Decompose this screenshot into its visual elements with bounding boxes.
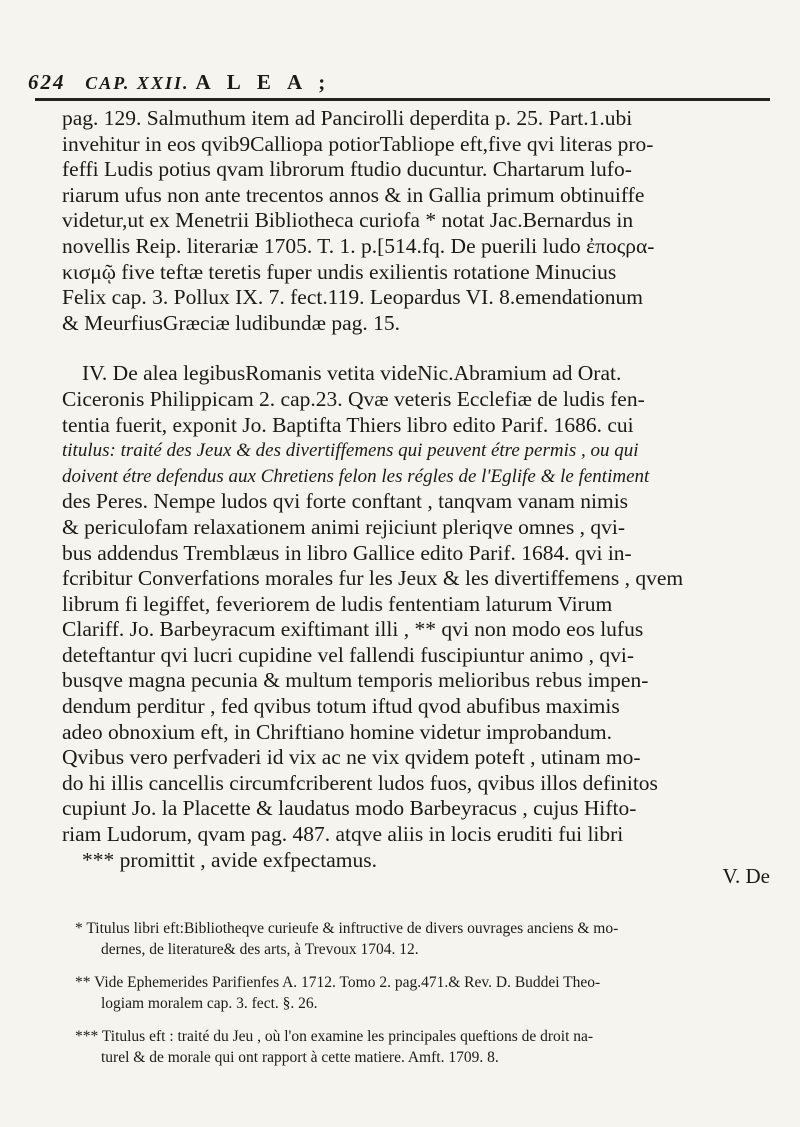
- text-line: librum fi legiffet, feveriorem de ludis fententiam laturum Virum: [62, 591, 613, 616]
- text-line: Qvibus vero perfvaderi id vix ac ne vix qvidem poteft , utinam mo-: [62, 745, 641, 770]
- text-line: IV. De alea legibusRomanis vetita videNic.Abramium ad Orat.: [82, 361, 622, 386]
- header-rule: [35, 98, 770, 101]
- text-line: invehitur in eos qvib9Calliopa potiorTabliope eft,five qvi literas pro-: [62, 131, 654, 156]
- text-line: riarum ufus non ante trecentos annos & in Gallia primum obtinuiffe: [62, 182, 645, 207]
- paragraph-gap: [62, 336, 780, 361]
- text-line: riam Ludorum, qvam pag. 487. atqve aliis in locis eruditi fui libri: [62, 822, 624, 847]
- main-text: [62, 106, 780, 873]
- page-number: 624: [28, 70, 66, 94]
- footnote-line: dernes, de literature& des arts, à Trevoux 1704. 12.: [101, 941, 419, 958]
- text-line: *** promittit , avide exfpectamus.: [82, 847, 377, 872]
- running-title: A L E A ;: [195, 70, 332, 94]
- text-line: videtur,ut ex Menetrii Bibliotheca curiofa * notat Jac.Bernardus in: [62, 208, 634, 233]
- text-line: bus addendus Tremblæus in libro Gallice edito Parif. 1684. qvi in-: [62, 540, 632, 565]
- text-line: novellis Reip. literariæ 1705. T. 1. p.[514.fq. De puerili ludo ἐποςρα-: [62, 233, 655, 258]
- text-line: fcribitur Converfations morales fur les Jeux & les divertiffemens , qvem: [62, 566, 684, 591]
- text-line: dendum perditur , fed qvibus totum iftud qvod abufibus maximis: [62, 694, 620, 719]
- text-line: doivent étre defendus aux Chretiens felon les régles de l'Eglife & le fentiment: [62, 465, 650, 487]
- footnote-line: turel & de morale qui ont rapport à cette matiere. Amft. 1709. 8.: [101, 1049, 499, 1066]
- text-line: pag. 129. Salmuthum item ad Pancirolli deperdita p. 25. Part.1.ubi: [62, 106, 633, 130]
- chapter-label: CAP. XXII.: [85, 73, 190, 93]
- text-line: deteftantur qvi lucri cupidine vel fallendi fuscipiuntur animo , qvi-: [62, 642, 634, 667]
- text-line: feffi Ludis potius qvam librorum ftudio ducuntur. Chartarum lufo-: [62, 157, 632, 182]
- text-line: cupiunt Jo. la Placette & laudatus modo Barbeyracus , cujus Hifto-: [62, 796, 637, 821]
- text-line: & MeurfiusGræciæ ludibundæ pag. 15.: [62, 310, 401, 335]
- text-line: do hi illis cancellis circumfcriberent ludos fuos, qvibus illos definitos: [62, 770, 658, 795]
- text-line: Felix cap. 3. Pollux IX. 7. fect.119. Leopardus VI. 8.emendationum: [62, 285, 643, 310]
- footnote-line: ** Vide Ephemerides Parifienfes A. 1712. Tomo 2. pag.471.& Rev. D. Buddei Theo-: [75, 974, 601, 991]
- text-line: Ciceronis Philippicam 2. cap.23. Qvæ veteris Ecclefiæ de ludis fen-: [62, 386, 645, 411]
- text-line: tentia fuerit, exponit Jo. Baptifta Thiers libro edito Parif. 1686. cui: [62, 412, 634, 437]
- text-line: adeo obnoxium eft, in Chriftiano homine videtur improbandum.: [62, 719, 612, 744]
- catchword: V. De: [722, 864, 770, 888]
- text-line: busqve magna pecunia & multum temporis melioribus rebus impen-: [62, 668, 649, 693]
- text-line: κισμῷ five teftæ teretis fuper undis exilientis rotatione Minucius: [62, 259, 617, 284]
- text-line: des Peres. Nempe ludos qvi forte conftant , tanqvam vanam nimis: [62, 489, 629, 514]
- footnote: [75, 918, 780, 960]
- footnote-line: * Titulus libri eft:Bibliotheqve curieufe & inftructive de divers ouvrages anciens & mo-: [75, 920, 619, 937]
- footnotes: [75, 918, 780, 1080]
- paragraph-2: [62, 361, 780, 873]
- footnote-line: *** Titulus eft : traité du Jeu , où l'on examine les principales queftions de droit na-: [75, 1028, 594, 1045]
- running-header: [28, 70, 760, 95]
- text-line: & periculofam relaxationem animi rejiciunt pleriqve omnes , qvi-: [62, 514, 625, 539]
- text-line: Clariff. Jo. Barbeyracum exiftimant illi , ** qvi non modo eos lufus: [62, 617, 644, 642]
- paragraph-1: [62, 106, 780, 336]
- footnote: [75, 972, 780, 1014]
- text-line: titulus: traité des Jeux & des divertiffemens qui peuvent étre permis , ou qui: [62, 440, 639, 462]
- footnote: [75, 1026, 780, 1068]
- footnote-line: logiam moralem cap. 3. fect. §. 26.: [101, 995, 318, 1012]
